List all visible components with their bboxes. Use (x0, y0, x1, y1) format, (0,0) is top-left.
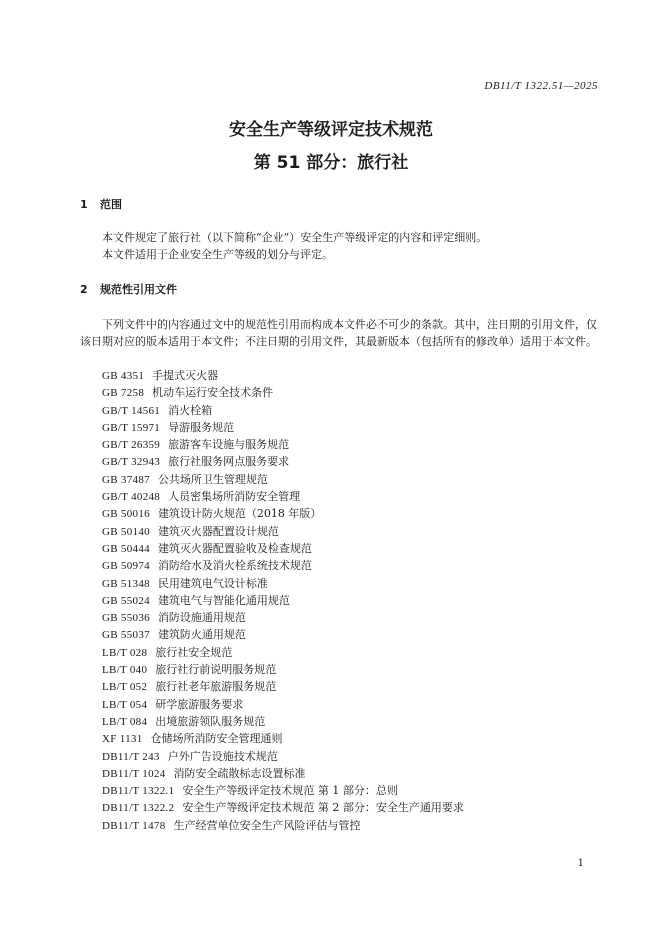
reference-item (102, 402, 464, 419)
reference-name: 消火栓箱 (168, 403, 213, 417)
reference-name: 消防设施通用规范 (157, 611, 246, 625)
reference-code: LB/T 052 (102, 681, 148, 694)
reference-name: 旅行社老年旅游服务规范 (155, 680, 277, 694)
reference-code: LB/T 040 (102, 664, 148, 677)
reference-code: GB 50444 (102, 542, 150, 555)
reference-item (102, 471, 464, 488)
reference-code: LB/T 028 (102, 646, 148, 659)
reference-item (102, 436, 464, 453)
reference-code: GB/T 14561 (102, 404, 161, 417)
reference-item (102, 713, 464, 730)
reference-name: 建筑电气与智能化通用规范 (157, 593, 290, 607)
reference-item (102, 730, 464, 747)
reference-name: 旅行社服务网点服务要求 (168, 455, 290, 469)
section-number: 1 (80, 198, 88, 211)
reference-item (102, 505, 464, 522)
scope-paragraph-1: 本文件规定了旅行社（以下简称“企业”）安全生产等级评定的内容和评定细则。 (102, 231, 488, 244)
reference-name: 建筑灭火器配置验收及检查规范 (157, 541, 312, 555)
reference-item (102, 575, 464, 592)
reference-item (102, 696, 464, 713)
reference-item (102, 488, 464, 505)
reference-name: 安全生产等级评定技术规范 第 1 部分：总则 (182, 784, 398, 798)
reference-code: GB 50016 (102, 508, 150, 521)
reference-item (102, 523, 464, 540)
reference-name: 机动车运行安全技术条件 (152, 386, 274, 400)
reference-item (102, 799, 464, 816)
reference-code: DB11/T 1024 (102, 767, 166, 780)
section-title: 规范性引用文件 (100, 283, 177, 296)
reference-name: 建筑防火通用规范 (157, 628, 246, 642)
reference-code: GB/T 40248 (102, 491, 161, 504)
reference-name: 人员密集场所消防安全管理 (168, 490, 301, 504)
reference-name: 消防给水及消火栓系统技术规范 (157, 559, 312, 573)
reference-list (102, 367, 464, 834)
section-heading-scope (80, 196, 122, 212)
reference-code: DB11/T 1322.2 (102, 802, 175, 815)
reference-item (102, 609, 464, 626)
reference-item (102, 384, 464, 401)
reference-item (102, 765, 464, 782)
reference-item (102, 367, 464, 384)
reference-name: 建筑设计防火规范（2018 年版） (157, 507, 322, 521)
reference-item (102, 419, 464, 436)
reference-item (102, 817, 464, 834)
reference-code: GB/T 15971 (102, 421, 161, 434)
reference-item (102, 557, 464, 574)
page-number: 1 (577, 858, 584, 869)
reference-item (102, 453, 464, 470)
reference-code: DB11/T 1322.1 (102, 785, 175, 798)
reference-code: LB/T 084 (102, 715, 148, 728)
reference-name: 旅行社行前说明服务规范 (155, 663, 277, 677)
reference-item (102, 748, 464, 765)
document-code: DB11/T 1322.51—2025 (484, 80, 598, 92)
references-intro-paragraph: 下列文件中的内容通过文中的规范性引用而构成本文件必不可少的条款。其中，注日期的引用文件，仅该日期对应的版本适用于本文件；不注日期的引用文件，其最新版本（包括所有的修改单）适用于本文件。 (80, 318, 597, 348)
reference-code: DB11/T 1478 (102, 819, 166, 832)
reference-code: GB 37487 (102, 473, 150, 486)
reference-name: 户外广告设施技术规范 (167, 749, 278, 763)
reference-item (102, 782, 464, 799)
reference-code: GB 51348 (102, 577, 150, 590)
section-heading-references (80, 281, 177, 297)
document-title: 安全生产等级评定技术规范 (229, 120, 433, 140)
section-title: 范围 (100, 198, 122, 211)
reference-name: 出境旅游领队服务规范 (155, 714, 266, 728)
reference-name: 安全生产等级评定技术规范 第 2 部分：安全生产通用要求 (182, 801, 464, 815)
reference-code: GB 4351 (102, 370, 145, 382)
reference-code: GB 50140 (102, 525, 150, 538)
reference-item (102, 540, 464, 557)
reference-name: 导游服务规范 (168, 420, 235, 434)
reference-code: GB/T 32943 (102, 456, 161, 469)
reference-code: GB 55024 (102, 594, 150, 607)
reference-code: GB 50974 (102, 560, 150, 573)
scope-paragraph-2: 本文件适用于企业安全生产等级的划分与评定。 (102, 248, 333, 261)
reference-code: DB11/T 243 (102, 750, 160, 763)
document-subtitle: 第 51 部分：旅行社 (253, 153, 409, 173)
reference-name: 消防安全疏散标志设置标准 (173, 766, 306, 780)
reference-item (102, 644, 464, 661)
reference-code: GB 7258 (102, 387, 145, 400)
reference-name: 公共场所卫生管理规范 (157, 472, 268, 486)
reference-item (102, 661, 464, 678)
reference-code: XF 1131 (102, 733, 143, 746)
reference-name: 旅行社安全规范 (155, 645, 233, 659)
reference-item (102, 626, 464, 643)
reference-code: GB 55036 (102, 612, 150, 625)
reference-name: 民用建筑电气设计标准 (157, 576, 268, 590)
reference-name: 建筑灭火器配置设计规范 (157, 524, 279, 538)
reference-code: GB 55037 (102, 629, 150, 642)
reference-name: 仓储场所消防安全管理通则 (150, 732, 283, 746)
reference-name: 研学旅游服务要求 (155, 697, 244, 711)
reference-code: LB/T 054 (102, 698, 148, 711)
reference-name: 手提式灭火器 (152, 369, 219, 382)
reference-item (102, 592, 464, 609)
reference-item (102, 678, 464, 695)
reference-name: 生产经营单位安全生产风险评估与管控 (173, 818, 361, 832)
reference-code: GB/T 26359 (102, 439, 161, 452)
section-number: 2 (80, 283, 88, 296)
reference-name: 旅游客车设施与服务规范 (168, 438, 290, 452)
